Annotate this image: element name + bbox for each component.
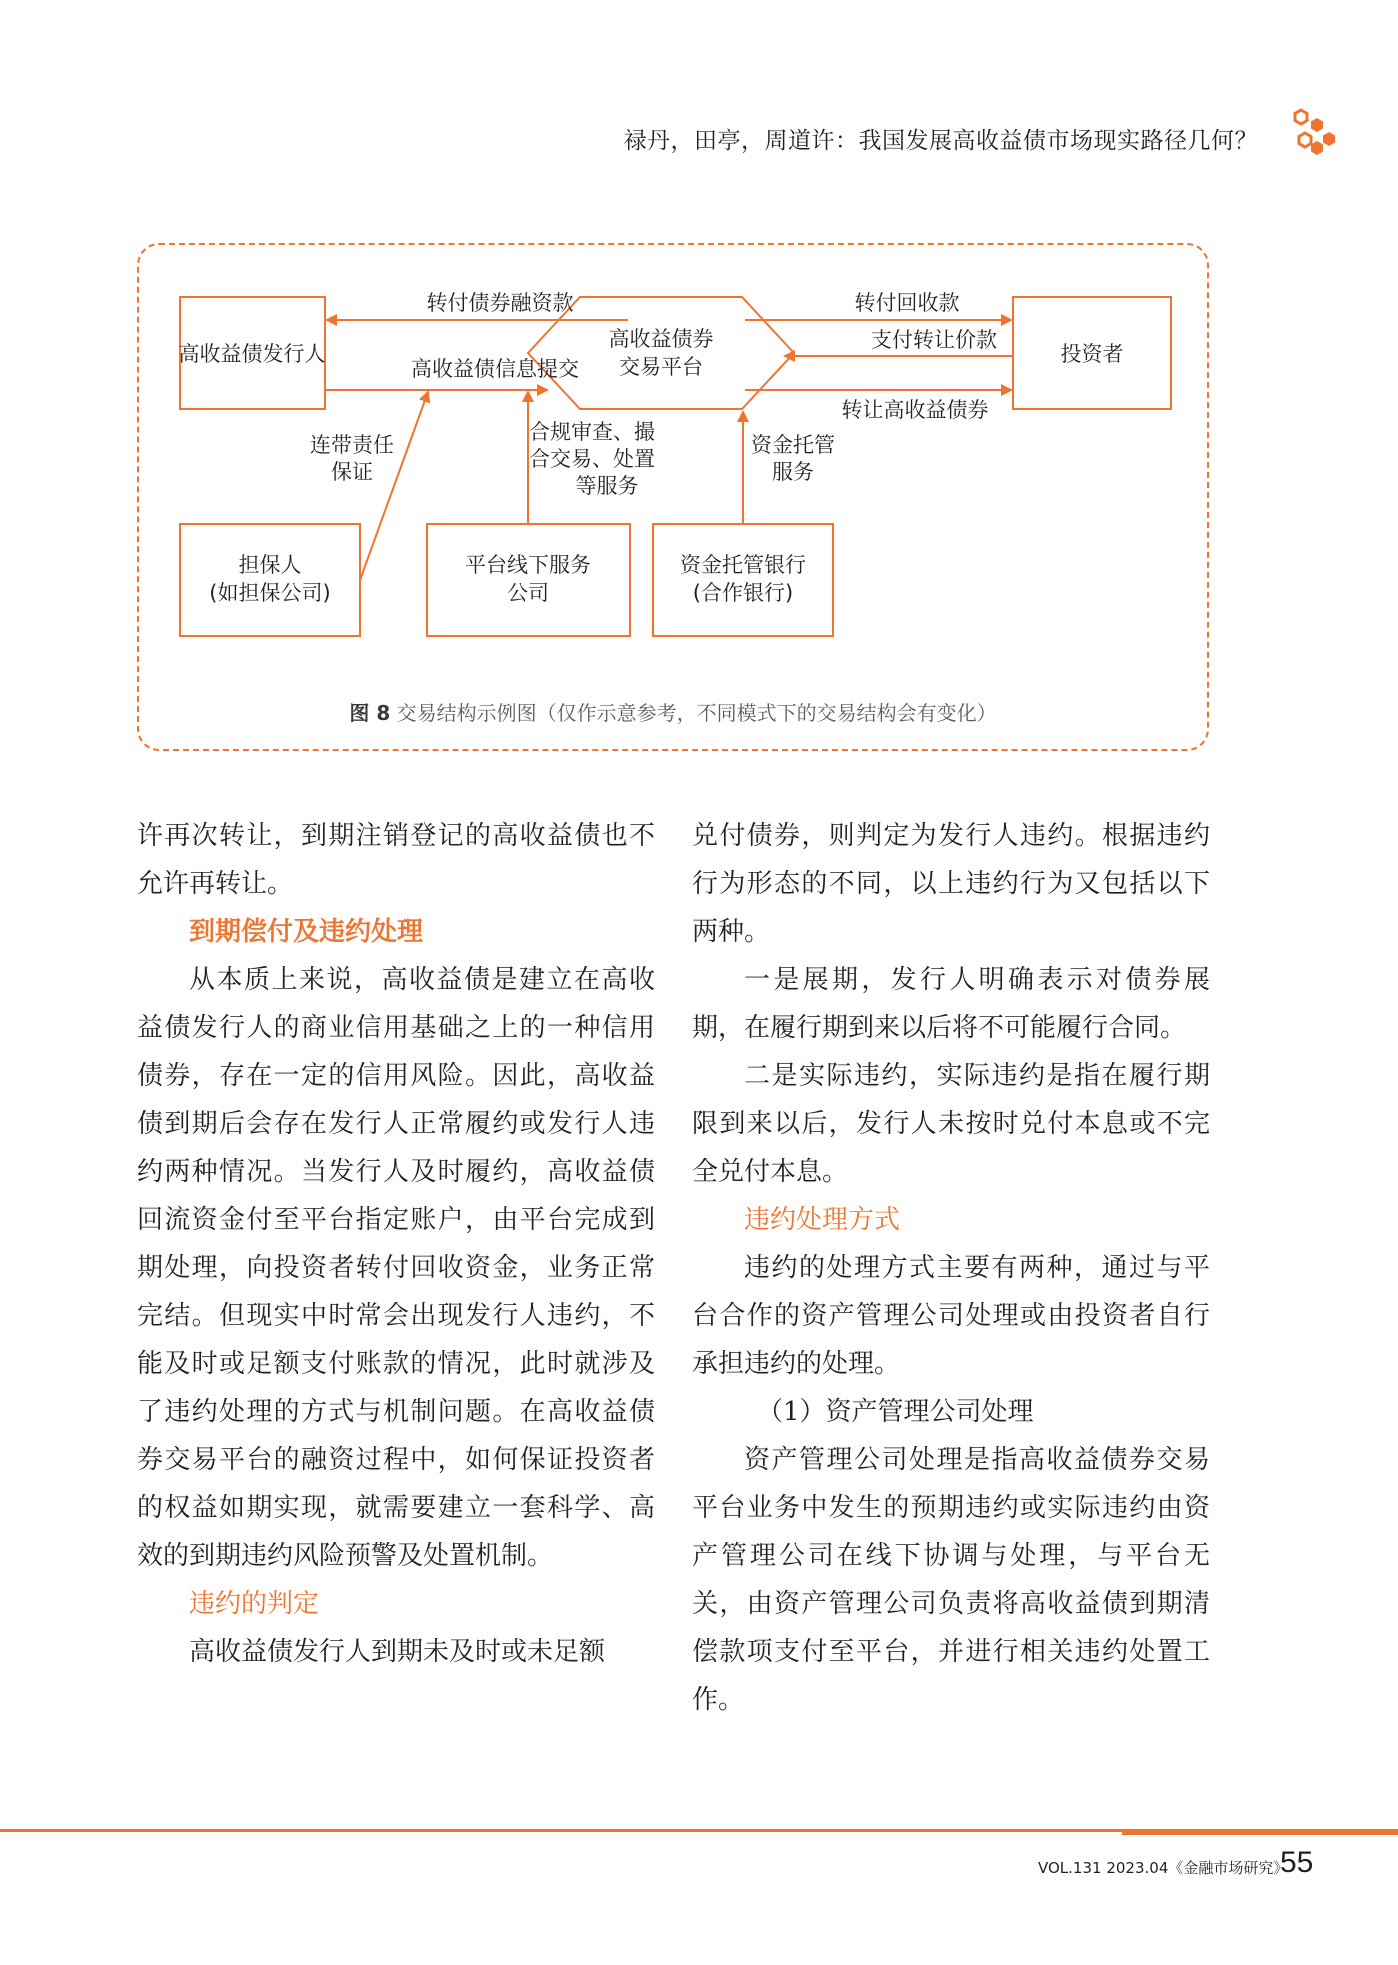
figure-caption [137,697,1209,726]
custody-bank-label-1: 资金托管银行 [680,553,806,577]
edge-label-compliance-2: 合交易、处置 [529,447,655,471]
hexagon-logo-icon [1292,108,1338,160]
custody-bank-label-2: (合作银行) [692,581,794,605]
edge-label-transfer-repay: 转付回收款 [854,291,960,315]
subsection-heading: 违约的判定 [189,1589,320,1619]
page-number: 55 [1280,1846,1314,1879]
footer-rule-accent [1122,1829,1398,1835]
left-column [137,812,655,1676]
running-title: 禄丹，田亭，周道许：我国发展高收益债市场现实路径几何？ [623,128,1258,154]
right-column [692,812,1210,1724]
guarantor-label-1: 担保人 [238,553,302,577]
paragraph: 许再次转让，到期注销登记的高收益债也不允许再转让。 [137,821,655,899]
edge-joint-liability [360,392,428,580]
offline-service-node [427,524,630,636]
paragraph: 二是实际违约，实际违约是指在履行期限到来以后，发行人未按时兑付本息或不完全兑付本息。 [692,1061,1210,1187]
journal-info: VOL.131 2023.04《金融市场研究》 [1038,1859,1289,1877]
platform-label-1: 高收益债券 [608,327,714,351]
paragraph: 资产管理公司处理是指高收益债券交易平台业务中发生的预期违约或实际违约由资产管理公司在线下协调与处理，与平台无关，由资产管理公司负责将高收益债到期清偿款项支付至平台，并进行相关违约处置工作。 [692,1445,1210,1715]
paragraph: 一是展期，发行人明确表示对债券展期，在履行期到来以后将不可能履行合同。 [692,965,1210,1043]
figure-number: 图 8 [349,701,391,725]
edge-label-compliance-3: 等服务 [575,474,639,498]
edge-label-info-submit: 高收益债信息提交 [411,357,579,381]
edge-label-joint-liability-2: 保证 [331,460,373,484]
paragraph: 高收益债发行人到期未及时或未足额 [189,1637,606,1667]
offline-service-label-2: 公司 [507,581,549,605]
issuer-label: 高收益债发行人 [178,342,326,366]
guarantor-label-2: (如担保公司) [209,581,331,605]
edge-label-joint-liability-1: 连带责任 [310,433,394,457]
paragraph: 兑付债券，则判定为发行人违约。根据违约行为形态的不同，以上违约行为又包括以下两种。 [692,821,1210,947]
edge-label-compliance-1: 合规审查、撮 [529,420,655,444]
offline-service-label-1: 平台线下服务 [465,553,591,577]
platform-label-2: 交易平台 [619,355,703,379]
paragraph: 违约的处理方式主要有两种，通过与平台合作的资产管理公司处理或由投资者自行承担违约的处理。 [692,1253,1210,1379]
transaction-structure-diagram [137,243,1209,703]
edge-label-transfer-financing: 转付债券融资款 [426,291,574,315]
paragraph: 从本质上来说，高收益债是建立在高收益债发行人的商业信用基础之上的一种信用债券，存在一定的信用风险。因此，高收益债到期后会存在发行人正常履约或发行人违约两种情况。当发行人及时履约，高收益债回流资金付至平台指定账户，由平台完成到期处理，向投资者转付回收资金，业务正常完结。但现实中时常会出现发行人违约，不能及时或足额支付账款的情况，此时就涉及了违约处理的方式与机制问题。在高收益债券交易平台的融资过程中，如何保证投资者的权益如期实现，就需要建立一套科学、高效的到期违约风险预警及处置机制。 [137,965,655,1571]
edge-label-custody-2: 服务 [772,460,814,484]
edge-label-pay-transfer-price: 支付转让价款 [871,328,997,352]
section-heading: 到期偿付及违约处理 [189,917,424,947]
edge-label-transfer-bonds: 转让高收益债券 [841,398,989,422]
list-heading: （1）资产管理公司处理 [757,1397,1034,1427]
guarantor-node [180,524,360,636]
edge-label-custody-1: 资金托管 [751,433,835,457]
custody-bank-node [653,524,833,636]
investor-label: 投资者 [1060,342,1124,366]
subsection-heading: 违约处理方式 [744,1205,901,1235]
figure-caption-text: 交易结构示例图（仅作示意参考，不同模式下的交易结构会有变化） [396,701,997,725]
